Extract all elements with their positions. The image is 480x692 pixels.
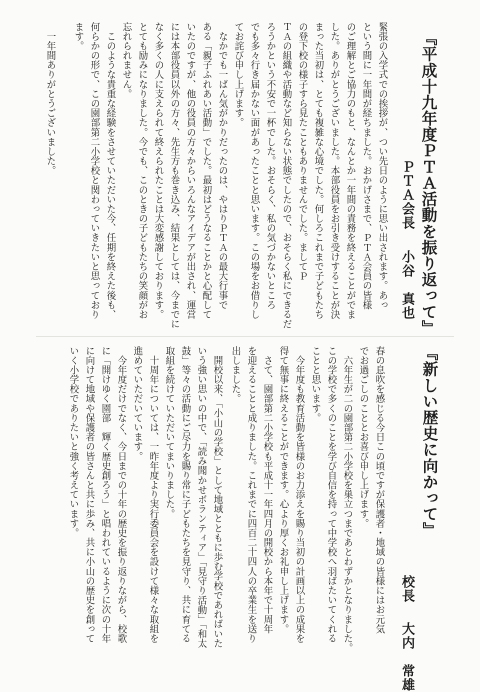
article-title-principal: 『新しい歴史に向かって』	[420, 345, 440, 539]
paragraph-line: 得て無事に終えることができます。心より厚くお礼申し上げます。	[277, 346, 289, 634]
paragraph-line: に向けて地域や保護者の皆さんと共に歩み、共に小山の歴史を創って	[83, 346, 95, 644]
author-name-pta: 小谷 真也	[399, 250, 414, 320]
paragraph-line: ＴＡの組織や活動など知らない状態でしたので、おそらく私にできるだ	[280, 22, 292, 329]
paragraph-line: 何らかの形で、この園部第二小学校と関わっていきたいと思っており	[88, 22, 100, 320]
paragraph-line: 緊張の入学式での挨拶が、つい先日のように思い出されます。あっ	[376, 22, 388, 310]
paragraph-line: 取組を続けていただいてまいりました。	[163, 346, 175, 519]
paragraph-line: 出しました。	[229, 346, 241, 404]
paragraph-line: に「開けゆく園部 輝く歴史創ろう」と唱われているように次の十年	[99, 346, 111, 644]
paragraph-line: さて、園部第二小学校も平成十一年四月の開校から本年で十周年	[261, 346, 273, 634]
paragraph-line: 今年度も教育活動を皆様のお力添えを賜り当初の計画以上の成果を	[293, 346, 305, 644]
paragraph-line: 一年間ありがとうございました。	[44, 22, 56, 176]
paragraph-line: いう強い思いの中で、「読み聞かせボランティア」「見守り活動」「和太	[195, 346, 207, 649]
paragraph-line: ことと思います。	[309, 346, 321, 423]
paragraph-line: という間に一年間が経ちました。おかげさまで、ＰＴＡ会員の皆様	[360, 22, 372, 310]
paragraph-line: した。ありがとうございました。本部役員をお引き受けすることが決	[328, 22, 340, 320]
paragraph-line: のご理解とご協力のもと、なんとか一年間の責務を終えることがでま	[344, 22, 356, 320]
paragraph-line: でお過ごしのこととお喜び申し上げます。	[357, 346, 369, 529]
paragraph-line: いく小学校でありたいと強く考えています。	[67, 346, 79, 538]
paragraph-line: まった当初は、とても複雑な心境でした。何しろこれまで子どもたち	[312, 22, 324, 320]
paragraph-line: ます。	[72, 22, 84, 51]
paragraph-line: てお詫び申し上げます。	[232, 22, 244, 128]
paragraph-line: 進めていただいています。	[131, 346, 143, 462]
author-role-principal: 校長	[399, 575, 414, 603]
paragraph-line: 六年生が二の園部第二小学校を巣立つまであとわずかとなりました。	[341, 346, 353, 653]
paragraph-line: の登下校の様子すら見たこともありませんでした。ましてＰ	[296, 22, 308, 281]
paragraph-line: この学校で多くのことを学び自信を持って中学校へ羽ばたいてくれる	[325, 346, 337, 644]
paragraph-line: なく多くの人に支えられて終えられたことは大変感謝しております。	[152, 22, 164, 320]
paragraph-line: とても励みになりました。今でも、このときの子どもたちの笑顔がお	[136, 22, 148, 320]
paragraph-line: には本部役員以外の方々、先生方も巻き込み、結果としては、今までに	[168, 22, 180, 329]
section-divider	[36, 336, 454, 337]
paragraph-line: ろうかという不安で一杯でした。おそらく、私の気づかないところ	[264, 22, 276, 310]
paragraph-line: 鼓」等々の活動にご尽力を賜り常に子どもたちを見守り、共に育てる	[179, 346, 191, 644]
paragraph-line: 十周年については、一昨年度より実行委員会を設けて様々な取組を	[147, 346, 159, 644]
paragraph-line: ある「親子ふれあい活動」でした。最初はどうなることかと心配して	[200, 22, 212, 320]
paragraph-line: 忘れられません。	[120, 22, 132, 99]
paragraph-line: を迎えることと成りました。これまでに四百二十四人の卒業生を送り	[245, 346, 257, 644]
paragraph-line: 今年度だけでなく、今日までの十年の歴史を振り返りながら、校歌	[115, 346, 127, 644]
author-role-pta: ＰＴＡ会長	[399, 160, 414, 230]
paragraph-line: いたのですが、他の役員の方々からいろんなアイデアが出され、運営	[184, 22, 196, 320]
paragraph-line: 開校以来、「小山の学校」として地域とともに歩む学校であればいた	[211, 346, 223, 649]
paragraph-line: 春の息吹を感じる今日この頃ですが保護者・地域の皆様にはお元気	[373, 346, 385, 634]
article-title-pta: 『平成十九年度ＰＴＡ活動を振り返って』	[419, 30, 439, 336]
paragraph-line: このような貴重な経験をさせていただいた今、任期を終えた後も、	[104, 22, 116, 320]
paragraph-line: でも多々行き届かない面があったことと思います。この場をお借りし	[248, 22, 260, 320]
author-name-principal: 大内 常雄	[399, 622, 414, 692]
paragraph-line: なかでも一ばん気がかりだったのは、やはりＰＴＡの最大行事で	[216, 22, 228, 310]
